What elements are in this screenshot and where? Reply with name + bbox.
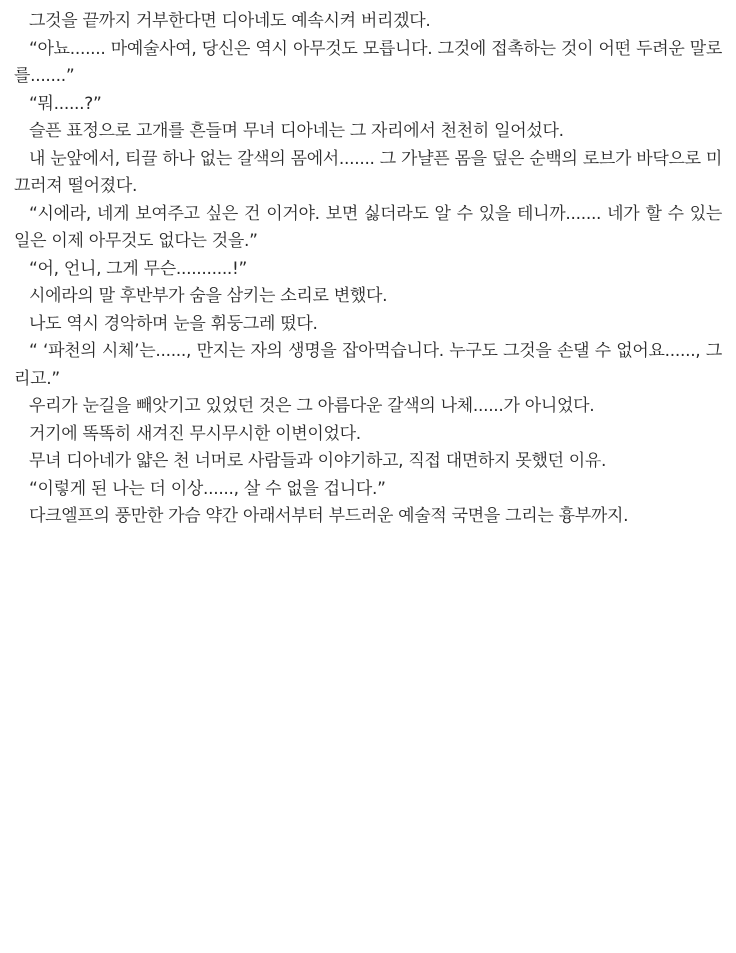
paragraph-15: 다크엘프의 풍만한 가슴 약간 아래서부터 부드러운 예술적 국면을 그리는 흉부까지.	[29, 506, 629, 526]
paragraph-12: 거기에 똑똑히 새겨진 무시무시한 이변이었다.	[29, 423, 361, 444]
paragraph-4: 슬픈 표정으로 고개를 흔들며 무녀 디아네는 그 자리에서 천천히 일어섰다.	[29, 121, 564, 141]
paragraph-3: “뭐......?”	[29, 93, 102, 114]
paragraph-7: “어, 언니, 그게 무슨...........!”	[29, 258, 248, 279]
paragraph-8: 시에라의 말 후반부가 숨을 삼키는 소리로 변했다.	[29, 286, 388, 306]
paragraph-14: “이렇게 된 나는 더 이상......, 살 수 없을 겁니다.”	[29, 478, 386, 499]
paragraph-13: 무녀 디아네가 얇은 천 너머로 사람들과 이야기하고, 직접 대면하지 못했던 이유.	[29, 451, 607, 471]
paragraph-11: 우리가 눈길을 빼앗기고 있었던 것은 그 아름다운 갈색의 나체......가 아니었다.	[29, 396, 595, 416]
paragraph-2: “아뇨....... 마예술사여, 당신은 역시 아무것도 모릅니다. 그것에 접촉하는 것이 어떤 두려운 말로를.......”	[14, 38, 722, 86]
paragraph-6: “시에라, 네게 보여주고 싶은 건 이거야. 보면 싫더라도 알 수 있을 테니까....... 네가 할 수 있는 일은 이제 아무것도 없다는 것을.”	[14, 203, 722, 251]
paragraph-1: 그것을 끝까지 거부한다면 디아네도 예속시켜 버리겠다.	[29, 11, 431, 31]
paragraph-10: “ ‘파천의 시체’는......, 만지는 자의 생명을 잡아먹습니다. 누구도 그것을 손댈 수 없어요......, 그리고.”	[14, 341, 722, 389]
paragraph-9: 나도 역시 경악하며 눈을 휘둥그레 떴다.	[29, 313, 318, 334]
text-block	[14, 8, 722, 531]
paragraph-5: 내 눈앞에서, 티끌 하나 없는 갈색의 몸에서....... 그 가냘픈 몸을 덮은 순백의 로브가 바닥으로 미끄러져 떨어졌다.	[14, 148, 722, 196]
